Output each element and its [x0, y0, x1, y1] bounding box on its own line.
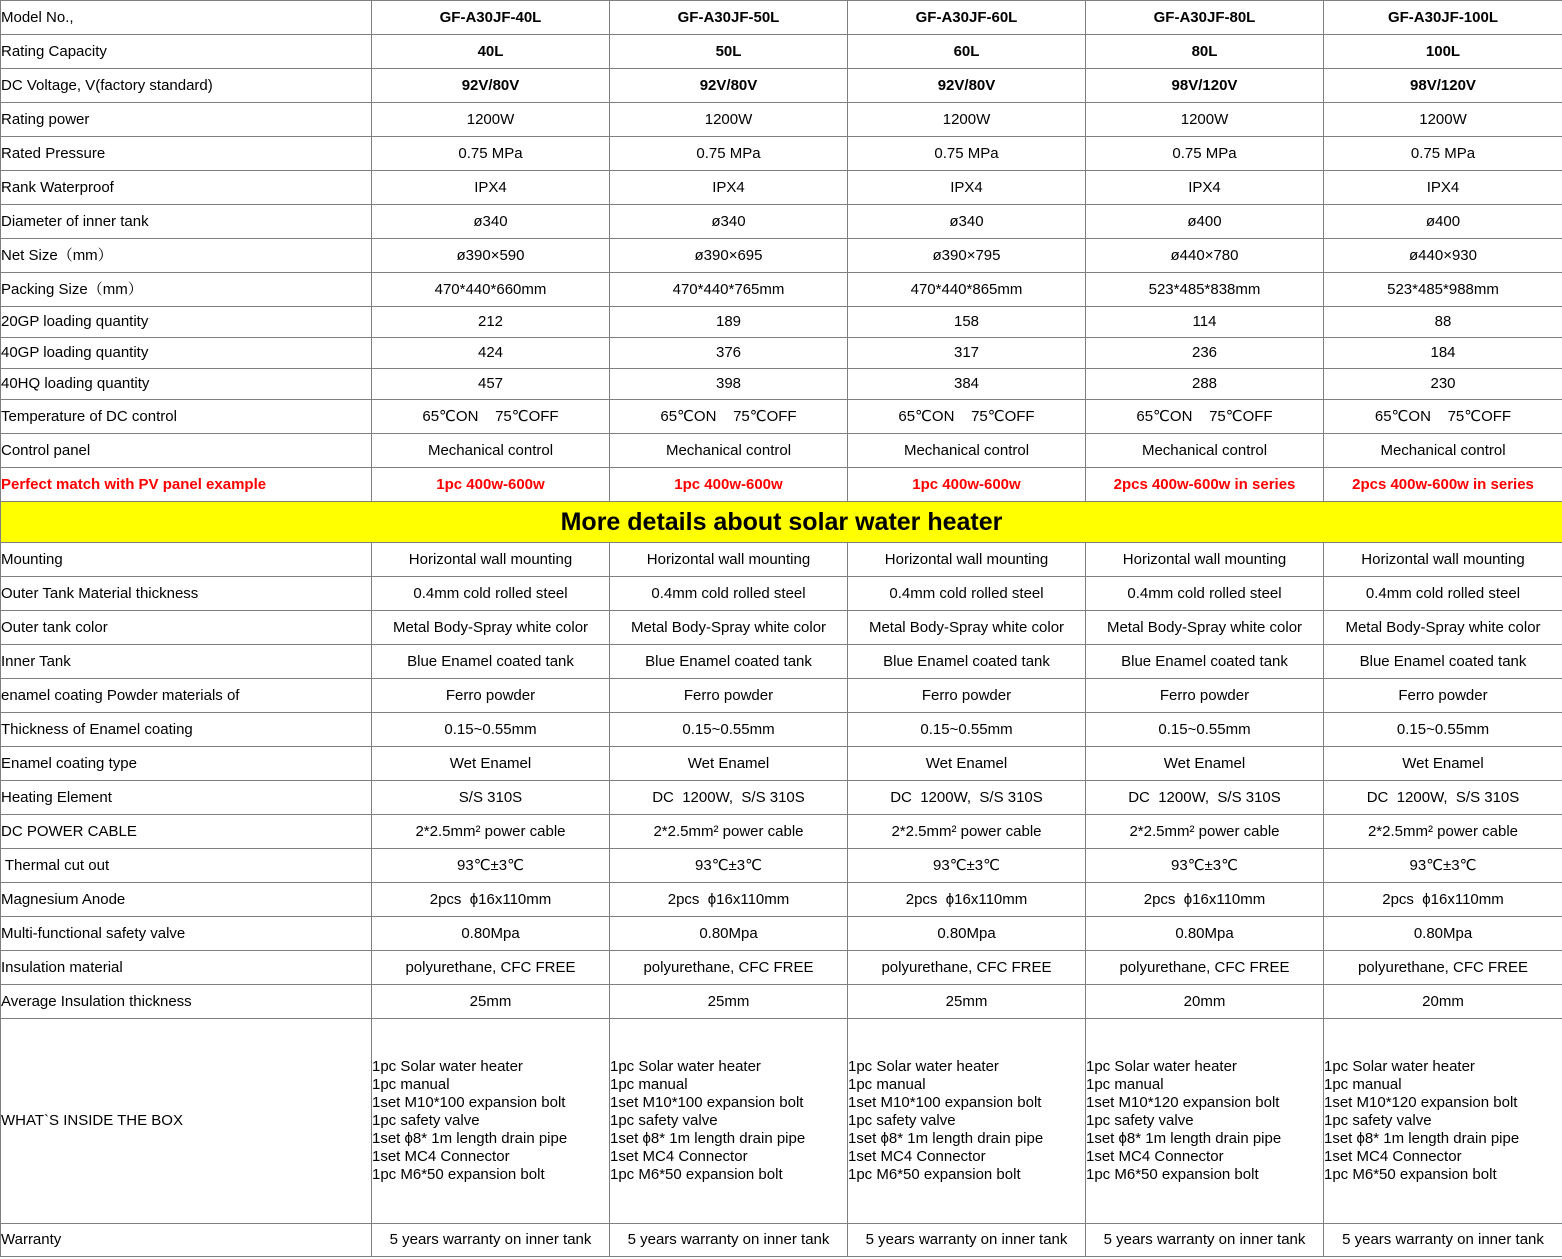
cell-value: 2pcs ϕ16x110mm	[1324, 883, 1562, 917]
cell-value: 65℃ON 75℃OFF	[1086, 400, 1324, 434]
cell-value: ø440×780	[1086, 239, 1324, 273]
detail-row	[1, 883, 1562, 917]
cell-value: 376	[610, 338, 848, 369]
spec-row	[1, 103, 1562, 137]
spec-row	[1, 69, 1562, 103]
cell-value: Horizontal wall mounting	[372, 543, 610, 577]
cell-value: 424	[372, 338, 610, 369]
cell-value: 80L	[1086, 35, 1324, 69]
cell-value: Mechanical control	[1086, 434, 1324, 468]
cell-value: ø390×590	[372, 239, 610, 273]
cell-value: 398	[610, 369, 848, 400]
cell-value: 0.75 MPa	[848, 137, 1086, 171]
detail-row	[1, 781, 1562, 815]
box-item: 1pc manual	[1086, 1076, 1164, 1093]
cell-value: 317	[848, 338, 1086, 369]
box-item: 1pc Solar water heater	[372, 1058, 523, 1075]
detail-row	[1, 713, 1562, 747]
cell-value: 25mm	[610, 985, 848, 1019]
box-item: 1pc M6*50 expansion bolt	[1324, 1166, 1497, 1183]
cell-value: IPX4	[372, 171, 610, 205]
row-label: Control panel	[1, 434, 372, 468]
cell-value: 114	[1086, 307, 1324, 338]
row-label: Inner Tank	[1, 645, 372, 679]
box-item: 1set ϕ8* 1m length drain pipe	[1086, 1130, 1282, 1147]
cell-value: Blue Enamel coated tank	[372, 645, 610, 679]
cell-value: Blue Enamel coated tank	[1086, 645, 1324, 679]
row-label: Model No.,	[1, 1, 372, 35]
model-name: GF-A30JF-100L	[1324, 1, 1562, 35]
cell-value: Ferro powder	[1324, 679, 1562, 713]
detail-row	[1, 679, 1562, 713]
cell-value: ø340	[372, 205, 610, 239]
cell-value: 236	[1086, 338, 1324, 369]
cell-value: 2*2.5mm² power cable	[1324, 815, 1562, 849]
spec-row	[1, 307, 1562, 338]
cell-value: 1200W	[1324, 103, 1562, 137]
cell-value: Ferro powder	[372, 679, 610, 713]
cell-value: 0.15~0.55mm	[1324, 713, 1562, 747]
cell-value: 1200W	[848, 103, 1086, 137]
cell-value: 2pcs ϕ16x110mm	[372, 883, 610, 917]
cell-value: 2pcs ϕ16x110mm	[1086, 883, 1324, 917]
detail-row	[1, 611, 1562, 645]
box-item: 1pc M6*50 expansion bolt	[372, 1166, 545, 1183]
cell-value: Wet Enamel	[848, 747, 1086, 781]
warranty-row	[1, 1224, 1562, 1257]
cell-value: 2*2.5mm² power cable	[372, 815, 610, 849]
cell-value: Wet Enamel	[1324, 747, 1562, 781]
cell-value: 1200W	[610, 103, 848, 137]
cell-value: 470*440*765mm	[610, 273, 848, 307]
cell-value: Blue Enamel coated tank	[1324, 645, 1562, 679]
row-label: Outer Tank Material thickness	[1, 577, 372, 611]
cell-value: 5 years warranty on inner tank	[1086, 1224, 1324, 1257]
cell-value: 1pc 400w-600w	[372, 468, 610, 502]
row-label: Temperature of DC control	[1, 400, 372, 434]
row-label: Rated Pressure	[1, 137, 372, 171]
cell-value: 0.4mm cold rolled steel	[1086, 577, 1324, 611]
cell-value: Metal Body-Spray white color	[1324, 611, 1562, 645]
cell-value: Blue Enamel coated tank	[610, 645, 848, 679]
detail-row	[1, 917, 1562, 951]
cell-value: Wet Enamel	[1086, 747, 1324, 781]
cell-value: 5 years warranty on inner tank	[372, 1224, 610, 1257]
row-label: DC Voltage, V(factory standard)	[1, 69, 372, 103]
box-contents-cell	[1324, 1019, 1562, 1224]
cell-value: 0.80Mpa	[1324, 917, 1562, 951]
cell-value: 212	[372, 307, 610, 338]
cell-value: 470*440*660mm	[372, 273, 610, 307]
cell-value: IPX4	[1086, 171, 1324, 205]
box-contents-cell	[610, 1019, 848, 1224]
box-item: 1set M10*100 expansion bolt	[372, 1094, 566, 1111]
cell-value: ø390×795	[848, 239, 1086, 273]
cell-value: 384	[848, 369, 1086, 400]
cell-value: Ferro powder	[1086, 679, 1324, 713]
cell-value: 0.80Mpa	[1086, 917, 1324, 951]
box-item: 1pc safety valve	[610, 1112, 718, 1129]
cell-value: 523*485*988mm	[1324, 273, 1562, 307]
spec-row	[1, 171, 1562, 205]
cell-value: DC 1200W, S/S 310S	[1086, 781, 1324, 815]
cell-value: 1pc 400w-600w	[610, 468, 848, 502]
cell-value: ø340	[610, 205, 848, 239]
row-label: DC POWER CABLE	[1, 815, 372, 849]
cell-value: polyurethane, CFC FREE	[1324, 951, 1562, 985]
cell-value: polyurethane, CFC FREE	[1086, 951, 1324, 985]
cell-value: 457	[372, 369, 610, 400]
cell-value: 60L	[848, 35, 1086, 69]
box-item: 1set MC4 Connector	[610, 1148, 748, 1165]
cell-value: Blue Enamel coated tank	[848, 645, 1086, 679]
row-label: Thickness of Enamel coating	[1, 713, 372, 747]
cell-value: 2*2.5mm² power cable	[1086, 815, 1324, 849]
box-item: 1pc M6*50 expansion bolt	[610, 1166, 783, 1183]
row-label: Perfect match with PV panel example	[1, 468, 372, 502]
cell-value: 189	[610, 307, 848, 338]
cell-value: Wet Enamel	[372, 747, 610, 781]
cell-value: 2pcs ϕ16x110mm	[610, 883, 848, 917]
row-label: Insulation material	[1, 951, 372, 985]
box-item: 1set MC4 Connector	[1086, 1148, 1224, 1165]
cell-value: DC 1200W, S/S 310S	[1324, 781, 1562, 815]
box-item: 1set ϕ8* 1m length drain pipe	[372, 1130, 568, 1147]
cell-value: 20mm	[1324, 985, 1562, 1019]
cell-value: 0.15~0.55mm	[610, 713, 848, 747]
box-item: 1pc manual	[610, 1076, 688, 1093]
cell-value: 0.4mm cold rolled steel	[610, 577, 848, 611]
model-name: GF-A30JF-80L	[1086, 1, 1324, 35]
box-item: 1pc safety valve	[1324, 1112, 1432, 1129]
box-item: 1pc M6*50 expansion bolt	[1086, 1166, 1259, 1183]
row-label: 20GP loading quantity	[1, 307, 372, 338]
cell-value: 0.15~0.55mm	[848, 713, 1086, 747]
row-label: enamel coating Powder materials of	[1, 679, 372, 713]
cell-value: Mechanical control	[848, 434, 1086, 468]
cell-value: 25mm	[372, 985, 610, 1019]
box-contents-cell	[372, 1019, 610, 1224]
row-label: Enamel coating type	[1, 747, 372, 781]
cell-value: 0.15~0.55mm	[1086, 713, 1324, 747]
cell-value: 0.80Mpa	[610, 917, 848, 951]
detail-row	[1, 645, 1562, 679]
cell-value: 1pc 400w-600w	[848, 468, 1086, 502]
row-label: WHAT`S INSIDE THE BOX	[1, 1019, 372, 1224]
row-label: 40GP loading quantity	[1, 338, 372, 369]
row-label: Outer tank color	[1, 611, 372, 645]
box-item: 1pc manual	[848, 1076, 926, 1093]
box-item: 1set M10*100 expansion bolt	[848, 1094, 1042, 1111]
row-label: Heating Element	[1, 781, 372, 815]
cell-value: 92V/80V	[610, 69, 848, 103]
spec-row	[1, 273, 1562, 307]
box-item: 1pc Solar water heater	[848, 1058, 999, 1075]
row-label: Packing Size（mm）	[1, 273, 372, 307]
box-item: 1set M10*100 expansion bolt	[610, 1094, 804, 1111]
cell-value: ø390×695	[610, 239, 848, 273]
cell-value: 93℃±3℃	[610, 849, 848, 883]
cell-value: Ferro powder	[610, 679, 848, 713]
row-label: 40HQ loading quantity	[1, 369, 372, 400]
spec-row	[1, 434, 1562, 468]
cell-value: 0.75 MPa	[610, 137, 848, 171]
cell-value: Mechanical control	[1324, 434, 1562, 468]
cell-value: 100L	[1324, 35, 1562, 69]
cell-value: 0.75 MPa	[1324, 137, 1562, 171]
cell-value: 92V/80V	[848, 69, 1086, 103]
cell-value: polyurethane, CFC FREE	[372, 951, 610, 985]
cell-value: 40L	[372, 35, 610, 69]
model-name: GF-A30JF-40L	[372, 1, 610, 35]
cell-value: Ferro powder	[848, 679, 1086, 713]
cell-value: 93℃±3℃	[848, 849, 1086, 883]
cell-value: 0.15~0.55mm	[372, 713, 610, 747]
box-item: 1set MC4 Connector	[1324, 1148, 1462, 1165]
row-label: Net Size（mm）	[1, 239, 372, 273]
box-item: 1pc manual	[1324, 1076, 1402, 1093]
cell-value: 93℃±3℃	[372, 849, 610, 883]
detail-row	[1, 951, 1562, 985]
row-label: Rating Capacity	[1, 35, 372, 69]
box-item: 1pc manual	[372, 1076, 450, 1093]
cell-value: 88	[1324, 307, 1562, 338]
cell-value: Horizontal wall mounting	[1324, 543, 1562, 577]
box-contents-cell	[1086, 1019, 1324, 1224]
cell-value: 65℃ON 75℃OFF	[372, 400, 610, 434]
cell-value: 1200W	[1086, 103, 1324, 137]
row-label: Multi-functional safety valve	[1, 917, 372, 951]
box-item: 1set MC4 Connector	[848, 1148, 986, 1165]
cell-value: 93℃±3℃	[1324, 849, 1562, 883]
spec-row	[1, 205, 1562, 239]
detail-row	[1, 815, 1562, 849]
cell-value: ø400	[1324, 205, 1562, 239]
row-label: Diameter of inner tank	[1, 205, 372, 239]
pv-panel-row	[1, 468, 1562, 502]
row-label: Rank Waterproof	[1, 171, 372, 205]
spec-row	[1, 35, 1562, 69]
cell-value: 25mm	[848, 985, 1086, 1019]
box-item: 1pc Solar water heater	[1324, 1058, 1475, 1075]
spec-row	[1, 137, 1562, 171]
detail-row	[1, 577, 1562, 611]
cell-value: Metal Body-Spray white color	[848, 611, 1086, 645]
box-item: 1pc safety valve	[372, 1112, 480, 1129]
cell-value: 288	[1086, 369, 1324, 400]
detail-row	[1, 985, 1562, 1019]
box-item: 1set ϕ8* 1m length drain pipe	[610, 1130, 806, 1147]
row-label: Average Insulation thickness	[1, 985, 372, 1019]
cell-value: Metal Body-Spray white color	[372, 611, 610, 645]
cell-value: Horizontal wall mounting	[1086, 543, 1324, 577]
cell-value: 98V/120V	[1324, 69, 1562, 103]
box-item: 1set M10*120 expansion bolt	[1324, 1094, 1518, 1111]
cell-value: DC 1200W, S/S 310S	[610, 781, 848, 815]
cell-value: 20mm	[1086, 985, 1324, 1019]
cell-value: 0.75 MPa	[1086, 137, 1324, 171]
box-item: 1set ϕ8* 1m length drain pipe	[848, 1130, 1044, 1147]
box-contents-row	[1, 1019, 1562, 1224]
cell-value: 50L	[610, 35, 848, 69]
cell-value: 98V/120V	[1086, 69, 1324, 103]
model-name: GF-A30JF-60L	[848, 1, 1086, 35]
row-label: Thermal cut out	[1, 849, 372, 883]
spec-row	[1, 400, 1562, 434]
cell-value: 65℃ON 75℃OFF	[610, 400, 848, 434]
box-item: 1set MC4 Connector	[372, 1148, 510, 1165]
cell-value: 0.4mm cold rolled steel	[848, 577, 1086, 611]
cell-value: 0.80Mpa	[848, 917, 1086, 951]
cell-value: Metal Body-Spray white color	[610, 611, 848, 645]
cell-value: 2*2.5mm² power cable	[610, 815, 848, 849]
cell-value: IPX4	[1324, 171, 1562, 205]
cell-value: Horizontal wall mounting	[848, 543, 1086, 577]
model-name: GF-A30JF-50L	[610, 1, 848, 35]
cell-value: 92V/80V	[372, 69, 610, 103]
spec-row	[1, 338, 1562, 369]
cell-value: 0.75 MPa	[372, 137, 610, 171]
cell-value: 65℃ON 75℃OFF	[848, 400, 1086, 434]
box-item: 1set ϕ8* 1m length drain pipe	[1324, 1130, 1520, 1147]
cell-value: polyurethane, CFC FREE	[848, 951, 1086, 985]
cell-value: 0.80Mpa	[372, 917, 610, 951]
spec-row	[1, 369, 1562, 400]
cell-value: polyurethane, CFC FREE	[610, 951, 848, 985]
cell-value: 5 years warranty on inner tank	[848, 1224, 1086, 1257]
cell-value: ø400	[1086, 205, 1324, 239]
cell-value: DC 1200W, S/S 310S	[848, 781, 1086, 815]
cell-value: 0.4mm cold rolled steel	[1324, 577, 1562, 611]
detail-row	[1, 543, 1562, 577]
cell-value: 523*485*838mm	[1086, 273, 1324, 307]
cell-value: Mechanical control	[372, 434, 610, 468]
cell-value: ø440×930	[1324, 239, 1562, 273]
cell-value: Metal Body-Spray white color	[1086, 611, 1324, 645]
cell-value: 470*440*865mm	[848, 273, 1086, 307]
row-label: Mounting	[1, 543, 372, 577]
cell-value: S/S 310S	[372, 781, 610, 815]
cell-value: 2*2.5mm² power cable	[848, 815, 1086, 849]
cell-value: IPX4	[848, 171, 1086, 205]
cell-value: 0.4mm cold rolled steel	[372, 577, 610, 611]
row-label: Rating power	[1, 103, 372, 137]
cell-value: 65℃ON 75℃OFF	[1324, 400, 1562, 434]
cell-value: ø340	[848, 205, 1086, 239]
cell-value: Horizontal wall mounting	[610, 543, 848, 577]
cell-value: 184	[1324, 338, 1562, 369]
cell-value: 2pcs 400w-600w in series	[1086, 468, 1324, 502]
row-label: Magnesium Anode	[1, 883, 372, 917]
model-header-row	[1, 1, 1562, 35]
cell-value: 230	[1324, 369, 1562, 400]
box-item: 1pc safety valve	[1086, 1112, 1194, 1129]
cell-value: 5 years warranty on inner tank	[610, 1224, 848, 1257]
cell-value: 2pcs ϕ16x110mm	[848, 883, 1086, 917]
cell-value: 158	[848, 307, 1086, 338]
box-contents-cell	[848, 1019, 1086, 1224]
detail-row	[1, 849, 1562, 883]
row-label: Warranty	[1, 1224, 372, 1257]
box-item: 1pc M6*50 expansion bolt	[848, 1166, 1021, 1183]
section-banner: More details about solar water heater	[1, 502, 1562, 543]
cell-value: Mechanical control	[610, 434, 848, 468]
cell-value: 2pcs 400w-600w in series	[1324, 468, 1562, 502]
cell-value: Wet Enamel	[610, 747, 848, 781]
box-item: 1set M10*120 expansion bolt	[1086, 1094, 1280, 1111]
spec-row	[1, 239, 1562, 273]
cell-value: IPX4	[610, 171, 848, 205]
cell-value: 93℃±3℃	[1086, 849, 1324, 883]
cell-value: 1200W	[372, 103, 610, 137]
box-item: 1pc Solar water heater	[1086, 1058, 1237, 1075]
section-banner-row	[1, 502, 1562, 543]
cell-value: 5 years warranty on inner tank	[1324, 1224, 1562, 1257]
detail-row	[1, 747, 1562, 781]
box-item: 1pc Solar water heater	[610, 1058, 761, 1075]
box-item: 1pc safety valve	[848, 1112, 956, 1129]
